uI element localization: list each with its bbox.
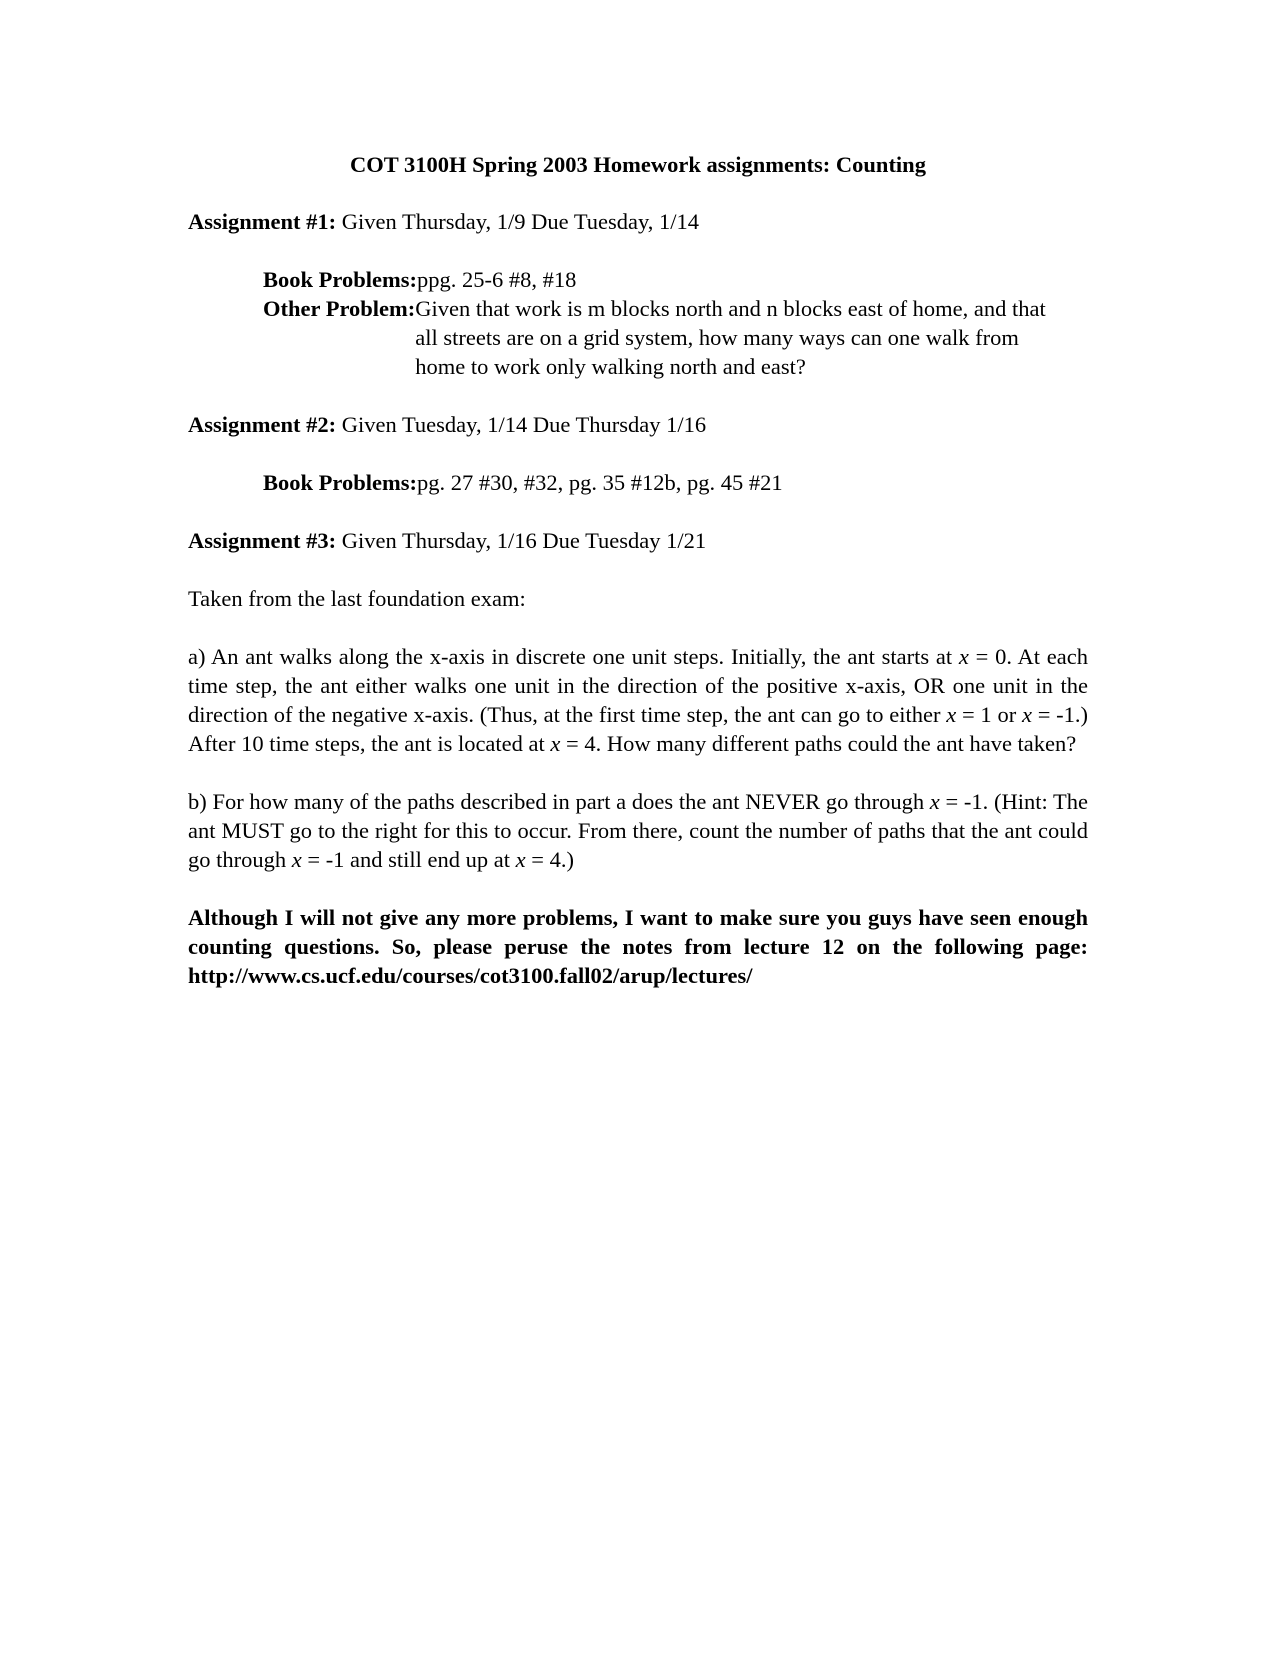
math-variable: x xyxy=(958,644,969,669)
part-b-text: b) For how many of the paths described in part a does the ant NEVER go through xyxy=(188,789,930,814)
part-a-text: = -1.) After 10 time steps, the ant is located at xyxy=(188,702,1088,756)
other-problem-text: Given that work is m blocks north and n blocks east of home, and that all streets are on a grid system, how many ways can one walk from home to work only walking north and east? xyxy=(415,296,1046,379)
assignment-2-problems xyxy=(263,468,1088,497)
assignment-1-other-problem xyxy=(263,294,1088,381)
page-title: COT 3100H Spring 2003 Homework assignments: Counting xyxy=(350,152,926,177)
part-b-paragraph xyxy=(188,787,1088,874)
book-problems-text: pg. 27 #30, #32, pg. 35 #12b, pg. 45 #21 xyxy=(416,470,783,495)
part-a-paragraph xyxy=(188,642,1088,758)
document-content xyxy=(188,150,1088,1019)
part-b-text: = -1. (Hint: The ant MUST go to the right for this to occur. From there, count the number of paths that the ant could go through xyxy=(188,789,1088,872)
part-b-text: = -1 and still end up at xyxy=(301,847,516,872)
assignment-3-label: Assignment #3: xyxy=(188,528,337,553)
other-problem-label: Other Problem: xyxy=(263,296,416,321)
book-problems-label: Book Problems: xyxy=(263,267,417,292)
part-b-text: = 4.) xyxy=(525,847,574,872)
math-variable: x xyxy=(515,847,526,872)
part-a-text: = 0. At each time step, the ant either walks one unit in the direction of the positive x-axis, OR one unit in the direction of the negative x-axis. (Thus, at the first time step, the ant can go to either xyxy=(188,644,1088,727)
math-variable: x xyxy=(946,702,957,727)
math-variable: x xyxy=(291,847,302,872)
assignment-2-book-problems xyxy=(263,468,1088,497)
assignment-2-label: Assignment #2: xyxy=(188,412,337,437)
intro-text: Taken from the last foundation exam: xyxy=(188,586,526,611)
part-a-text: a) An ant walks along the x-axis in discrete one unit steps. Initially, the ant starts at xyxy=(188,644,959,669)
part-a-text: = 4. How many different paths could the ant have taken? xyxy=(560,731,1077,756)
assignment-2-header xyxy=(188,410,1088,439)
math-variable: x xyxy=(550,731,561,756)
assignment-3-dates: Given Thursday, 1/16 Due Tuesday 1/21 xyxy=(336,528,707,553)
assignment-1-book-problems xyxy=(263,265,1088,294)
math-variable: x xyxy=(1021,702,1032,727)
assignment-1-dates: Given Thursday, 1/9 Due Tuesday, 1/14 xyxy=(336,209,700,234)
math-variable: x xyxy=(929,789,940,814)
assignment-1-header xyxy=(188,207,1088,236)
book-problems-text: ppg. 25-6 #8, #18 xyxy=(416,267,577,292)
assignment-1-label: Assignment #1: xyxy=(188,209,337,234)
assignment-1-problems xyxy=(263,265,1088,381)
closing-note: Although I will not give any more problems, I want to make sure you guys have seen enough counting questions. So, please peruse the notes from lecture 12 on the following page: http://www.cs.ucf.edu/courses/cot3100.fall02/arup/lectures/ xyxy=(188,905,1088,988)
assignment-2-dates: Given Tuesday, 1/14 Due Thursday 1/16 xyxy=(336,412,707,437)
book-problems-label: Book Problems: xyxy=(263,470,417,495)
part-a-text: = 1 or xyxy=(956,702,1022,727)
assignment-3-header xyxy=(188,526,1088,555)
